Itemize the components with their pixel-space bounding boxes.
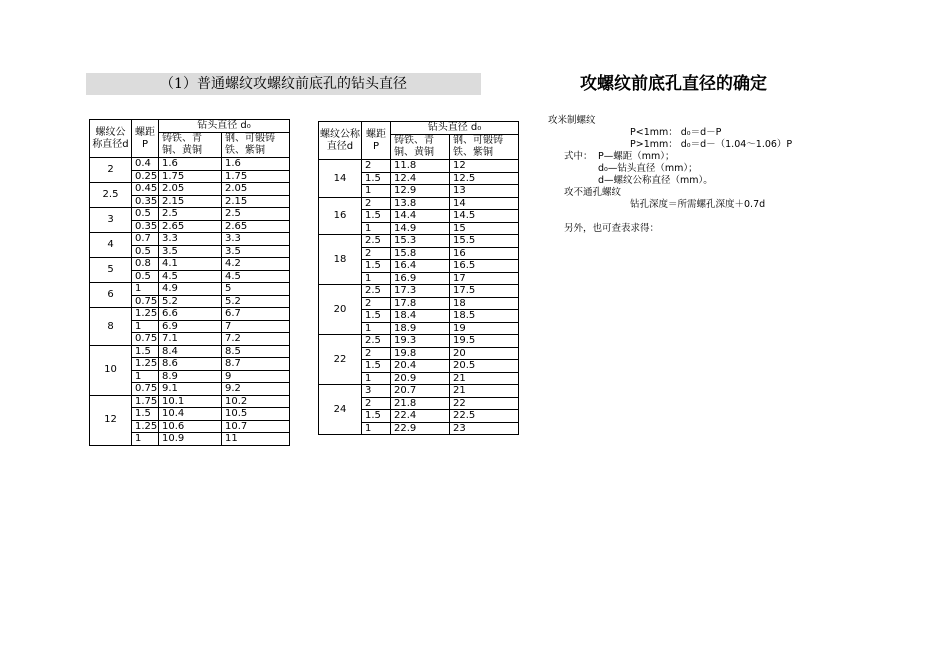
page-title: 攻螺纹前底孔直径的确定 xyxy=(580,74,767,94)
header-cast-iron-bronze-brass: 铸铁、青铜、黄铜 xyxy=(159,133,222,158)
pitch-cell: 0.4 xyxy=(132,158,159,171)
drill-steel-cell: 10.5 xyxy=(222,408,290,421)
formula-drill-depth: 钻孔深度＝所需螺孔深度＋0.7d xyxy=(630,199,766,210)
drill-steel-cell: 11 xyxy=(222,433,290,446)
pitch-cell: 1.25 xyxy=(132,308,159,321)
pitch-cell: 2 xyxy=(362,247,391,260)
table-row xyxy=(90,283,290,296)
drill-cast-iron-cell: 14.4 xyxy=(391,210,450,223)
table-row xyxy=(90,345,290,358)
nominal-diameter-cell: 18 xyxy=(319,235,362,285)
drill-steel-cell: 12.5 xyxy=(450,172,519,185)
header-pitch: 螺距P xyxy=(362,122,391,160)
pitch-cell: 1.5 xyxy=(362,310,391,323)
drill-cast-iron-cell: 20.7 xyxy=(391,385,450,398)
drill-steel-cell: 3.3 xyxy=(222,233,290,246)
drill-steel-cell: 16.5 xyxy=(450,260,519,273)
section-banner: （1）普通螺纹攻螺纹前底孔的钻头直径 xyxy=(86,73,481,95)
drill-steel-cell: 22.5 xyxy=(450,410,519,423)
pitch-cell: 3 xyxy=(362,385,391,398)
pitch-cell: 1.5 xyxy=(132,345,159,358)
drill-steel-cell: 2.15 xyxy=(222,195,290,208)
drill-steel-cell: 14.5 xyxy=(450,210,519,223)
pitch-cell: 1.75 xyxy=(132,395,159,408)
drill-steel-cell: 5 xyxy=(222,283,290,296)
drill-steel-cell: 17.5 xyxy=(450,285,519,298)
drill-cast-iron-cell: 5.2 xyxy=(159,295,222,308)
pitch-cell: 0.45 xyxy=(132,183,159,196)
drill-cast-iron-cell: 17.3 xyxy=(391,285,450,298)
drill-cast-iron-cell: 4.5 xyxy=(159,270,222,283)
drill-cast-iron-cell: 16.4 xyxy=(391,260,450,273)
drill-steel-cell: 8.5 xyxy=(222,345,290,358)
header-drill-diameter: 钻头直径 d₀ xyxy=(159,120,290,133)
header-steel-malleable-copper: 钢、可锻铸铁、紫铜 xyxy=(222,133,290,158)
drill-steel-cell: 15 xyxy=(450,222,519,235)
drill-cast-iron-cell: 15.3 xyxy=(391,235,450,248)
drill-steel-cell: 6.7 xyxy=(222,308,290,321)
drill-size-table-right xyxy=(318,121,519,435)
where-drill-diameter: d₀—钻头直径（mm）； xyxy=(598,163,698,174)
table-row xyxy=(90,183,290,196)
nominal-diameter-cell: 20 xyxy=(319,285,362,335)
pitch-cell: 0.75 xyxy=(132,333,159,346)
drill-cast-iron-cell: 14.9 xyxy=(391,222,450,235)
nominal-diameter-cell: 14 xyxy=(319,160,362,198)
where-nominal-diameter: d—螺纹公称直径（mm）。 xyxy=(598,175,713,186)
table-row xyxy=(90,208,290,221)
pitch-cell: 0.35 xyxy=(132,195,159,208)
pitch-cell: 0.8 xyxy=(132,258,159,271)
pitch-cell: 2 xyxy=(362,160,391,173)
formula-notes xyxy=(548,115,878,235)
drill-steel-cell: 10.2 xyxy=(222,395,290,408)
pitch-cell: 0.5 xyxy=(132,245,159,258)
nominal-diameter-cell: 3 xyxy=(90,208,132,233)
heading-blind-hole: 攻不通孔螺纹 xyxy=(564,187,622,198)
drill-steel-cell: 2.65 xyxy=(222,220,290,233)
table-row xyxy=(90,233,290,246)
pitch-cell: 2 xyxy=(362,297,391,310)
drill-cast-iron-cell: 6.9 xyxy=(159,320,222,333)
drill-cast-iron-cell: 1.75 xyxy=(159,170,222,183)
drill-steel-cell: 4.5 xyxy=(222,270,290,283)
drill-cast-iron-cell: 18.9 xyxy=(391,322,450,335)
pitch-cell: 0.35 xyxy=(132,220,159,233)
drill-cast-iron-cell: 22.9 xyxy=(391,422,450,435)
pitch-cell: 1 xyxy=(362,322,391,335)
drill-cast-iron-cell: 15.8 xyxy=(391,247,450,260)
drill-cast-iron-cell: 2.5 xyxy=(159,208,222,221)
pitch-cell: 1 xyxy=(362,272,391,285)
drill-steel-cell: 15.5 xyxy=(450,235,519,248)
drill-steel-cell: 4.2 xyxy=(222,258,290,271)
pitch-cell: 0.5 xyxy=(132,208,159,221)
drill-steel-cell: 5.2 xyxy=(222,295,290,308)
heading-metric-thread: 攻米制螺纹 xyxy=(548,115,596,126)
drill-steel-cell: 19 xyxy=(450,322,519,335)
drill-steel-cell: 17 xyxy=(450,272,519,285)
nominal-diameter-cell: 4 xyxy=(90,233,132,258)
drill-steel-cell: 23 xyxy=(450,422,519,435)
header-cast-iron-bronze-brass: 铸铁、青铜、黄铜 xyxy=(391,135,450,160)
nominal-diameter-cell: 16 xyxy=(319,197,362,235)
pitch-cell: 2 xyxy=(362,397,391,410)
drill-steel-cell: 1.6 xyxy=(222,158,290,171)
table-row xyxy=(319,285,519,298)
drill-cast-iron-cell: 3.5 xyxy=(159,245,222,258)
pitch-cell: 1.5 xyxy=(362,172,391,185)
pitch-cell: 1.5 xyxy=(362,360,391,373)
drill-cast-iron-cell: 9.1 xyxy=(159,383,222,396)
formula-coarse-pitch: P>1mm： d₀＝d－（1.04～1.06）P xyxy=(630,139,793,150)
header-nominal-diameter: 螺纹公称直径d xyxy=(90,120,132,158)
drill-steel-cell: 18 xyxy=(450,297,519,310)
header-nominal-diameter: 螺纹公称直径d xyxy=(319,122,362,160)
drill-steel-cell: 7.2 xyxy=(222,333,290,346)
drill-cast-iron-cell: 11.8 xyxy=(391,160,450,173)
drill-steel-cell: 12 xyxy=(450,160,519,173)
pitch-cell: 1 xyxy=(132,370,159,383)
drill-steel-cell: 13 xyxy=(450,185,519,198)
table-row xyxy=(90,395,290,408)
drill-steel-cell: 7 xyxy=(222,320,290,333)
drill-steel-cell: 1.75 xyxy=(222,170,290,183)
drill-cast-iron-cell: 10.1 xyxy=(159,395,222,408)
drill-cast-iron-cell: 10.9 xyxy=(159,433,222,446)
pitch-cell: 2.5 xyxy=(362,335,391,348)
drill-cast-iron-cell: 20.9 xyxy=(391,372,450,385)
nominal-diameter-cell: 8 xyxy=(90,308,132,346)
drill-cast-iron-cell: 4.9 xyxy=(159,283,222,296)
where-label: 式中： xyxy=(564,151,593,162)
drill-steel-cell: 8.7 xyxy=(222,358,290,371)
drill-cast-iron-cell: 10.4 xyxy=(159,408,222,421)
pitch-cell: 1.5 xyxy=(362,260,391,273)
drill-cast-iron-cell: 12.9 xyxy=(391,185,450,198)
nominal-diameter-cell: 6 xyxy=(90,283,132,308)
pitch-cell: 1.25 xyxy=(132,358,159,371)
drill-steel-cell: 20 xyxy=(450,347,519,360)
table-row xyxy=(319,235,519,248)
drill-steel-cell: 14 xyxy=(450,197,519,210)
pitch-cell: 1.5 xyxy=(362,210,391,223)
drill-steel-cell: 20.5 xyxy=(450,360,519,373)
pitch-cell: 2 xyxy=(362,347,391,360)
drill-cast-iron-cell: 6.6 xyxy=(159,308,222,321)
pitch-cell: 2.5 xyxy=(362,285,391,298)
nominal-diameter-cell: 10 xyxy=(90,345,132,395)
pitch-cell: 1 xyxy=(132,320,159,333)
table-row xyxy=(319,335,519,348)
drill-cast-iron-cell: 16.9 xyxy=(391,272,450,285)
pitch-cell: 0.5 xyxy=(132,270,159,283)
drill-cast-iron-cell: 19.8 xyxy=(391,347,450,360)
drill-cast-iron-cell: 2.05 xyxy=(159,183,222,196)
drill-steel-cell: 2.5 xyxy=(222,208,290,221)
drill-steel-cell: 9.2 xyxy=(222,383,290,396)
drill-cast-iron-cell: 10.6 xyxy=(159,420,222,433)
drill-steel-cell: 2.05 xyxy=(222,183,290,196)
table-row xyxy=(90,308,290,321)
table-row xyxy=(319,160,519,173)
pitch-cell: 1 xyxy=(132,433,159,446)
header-drill-diameter: 钻头直径 d₀ xyxy=(391,122,519,135)
nominal-diameter-cell: 2.5 xyxy=(90,183,132,208)
formula-fine-pitch: P<1mm： d₀＝d－P xyxy=(630,127,722,138)
pitch-cell: 1 xyxy=(132,283,159,296)
pitch-cell: 1 xyxy=(362,185,391,198)
nominal-diameter-cell: 2 xyxy=(90,158,132,183)
pitch-cell: 0.75 xyxy=(132,383,159,396)
pitch-cell: 1 xyxy=(362,422,391,435)
table-row xyxy=(90,158,290,171)
pitch-cell: 1.25 xyxy=(132,420,159,433)
drill-cast-iron-cell: 2.65 xyxy=(159,220,222,233)
pitch-cell: 2.5 xyxy=(362,235,391,248)
pitch-cell: 0.7 xyxy=(132,233,159,246)
table-row xyxy=(319,385,519,398)
drill-cast-iron-cell: 18.4 xyxy=(391,310,450,323)
pitch-cell: 2 xyxy=(362,197,391,210)
drill-steel-cell: 22 xyxy=(450,397,519,410)
drill-steel-cell: 16 xyxy=(450,247,519,260)
drill-cast-iron-cell: 7.1 xyxy=(159,333,222,346)
nominal-diameter-cell: 22 xyxy=(319,335,362,385)
table-row xyxy=(319,197,519,210)
drill-cast-iron-cell: 19.3 xyxy=(391,335,450,348)
drill-cast-iron-cell: 8.4 xyxy=(159,345,222,358)
drill-steel-cell: 19.5 xyxy=(450,335,519,348)
drill-steel-cell: 10.7 xyxy=(222,420,290,433)
pitch-cell: 1.5 xyxy=(132,408,159,421)
drill-cast-iron-cell: 3.3 xyxy=(159,233,222,246)
drill-cast-iron-cell: 8.9 xyxy=(159,370,222,383)
drill-size-table-left xyxy=(89,119,290,446)
drill-steel-cell: 3.5 xyxy=(222,245,290,258)
pitch-cell: 1 xyxy=(362,372,391,385)
drill-steel-cell: 9 xyxy=(222,370,290,383)
nominal-diameter-cell: 24 xyxy=(319,385,362,435)
pitch-cell: 0.25 xyxy=(132,170,159,183)
drill-cast-iron-cell: 8.6 xyxy=(159,358,222,371)
drill-steel-cell: 21 xyxy=(450,372,519,385)
drill-cast-iron-cell: 4.1 xyxy=(159,258,222,271)
header-pitch: 螺距P xyxy=(132,120,159,158)
drill-cast-iron-cell: 20.4 xyxy=(391,360,450,373)
table-row xyxy=(90,258,290,271)
drill-cast-iron-cell: 17.8 xyxy=(391,297,450,310)
pitch-cell: 0.75 xyxy=(132,295,159,308)
nominal-diameter-cell: 5 xyxy=(90,258,132,283)
drill-steel-cell: 18.5 xyxy=(450,310,519,323)
pitch-cell: 1 xyxy=(362,222,391,235)
drill-cast-iron-cell: 1.6 xyxy=(159,158,222,171)
drill-cast-iron-cell: 21.8 xyxy=(391,397,450,410)
drill-cast-iron-cell: 13.8 xyxy=(391,197,450,210)
header-steel-malleable-copper: 钢、可锻铸铁、紫铜 xyxy=(450,135,519,160)
where-pitch: P—螺距（mm）； xyxy=(598,151,675,162)
drill-cast-iron-cell: 22.4 xyxy=(391,410,450,423)
pitch-cell: 1.5 xyxy=(362,410,391,423)
drill-cast-iron-cell: 12.4 xyxy=(391,172,450,185)
nominal-diameter-cell: 12 xyxy=(90,395,132,445)
drill-steel-cell: 21 xyxy=(450,385,519,398)
footer-note: 另外，也可查表求得： xyxy=(564,223,660,234)
drill-cast-iron-cell: 2.15 xyxy=(159,195,222,208)
